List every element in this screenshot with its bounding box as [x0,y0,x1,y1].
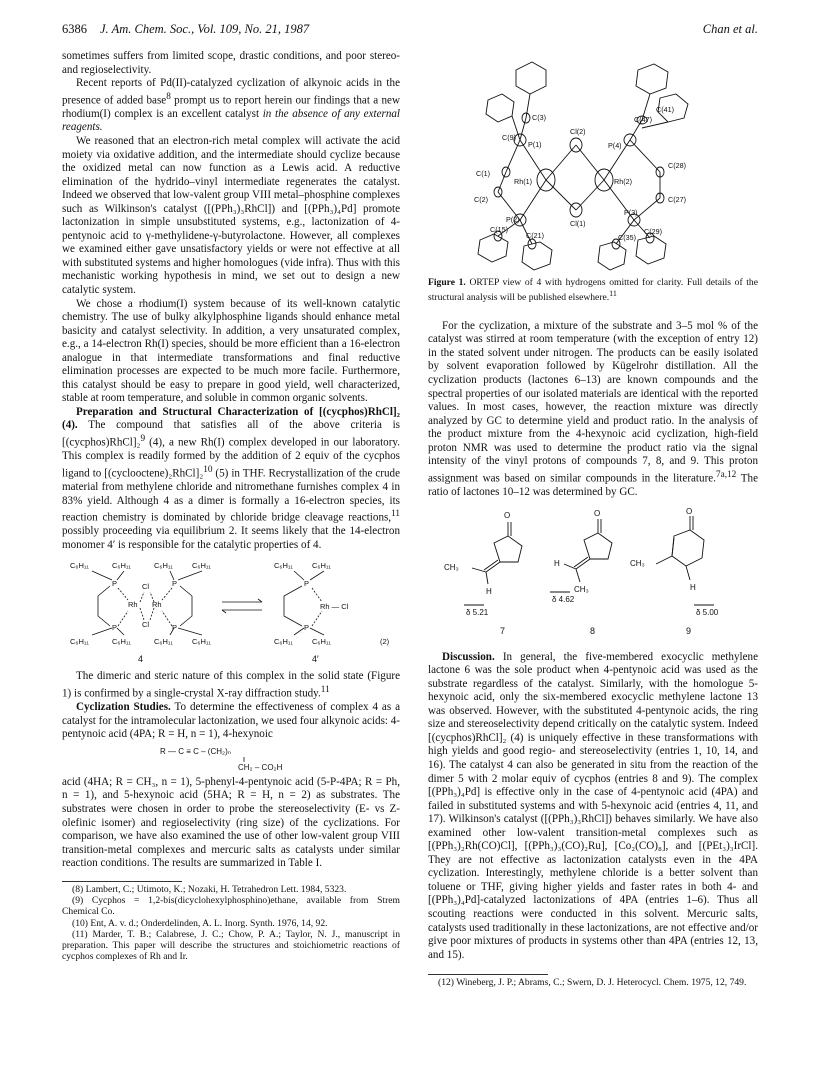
scheme-label: P [304,623,310,633]
scheme-label: C₆H₁₁ [70,637,89,647]
left-column [62,50,400,963]
atom-label: C(2) [474,195,488,204]
paragraph: acid (4HA; R = CH₃, n = 1), 5-phenyl-4-pentynoic acid (5-P-4PA; R = Ph, n = 1), and 5-hexynoic acid (5HA; R = H, n = 2) as substrates. The substrates were chosen in order to probe the stereoselectivity (E- vs Z-olefinic isomer) and regioselectivity (ring size) of the cyclizations. For comparison, we have also examined the use of other low-valent group VIII transition-metal complexes and mercuric salts as catalysts under similar reaction conditions. The results are summarized in Table I. [62,775,400,870]
atom-label: O [594,508,601,518]
atom-label: P(3) [624,208,638,217]
scheme-label: P [172,579,178,589]
right-column [428,50,758,988]
section-heading: Preparation and Structural Characterization of [(cycphos)RhCl]₂ (4). [62,405,400,432]
shift-label: δ 5.00 [696,607,719,617]
scheme-label: Rh [152,600,162,610]
compound-label: 4 [138,654,144,665]
journal-citation: J. Am. Chem. Soc., Vol. 109, No. 21, 1987 [100,22,310,36]
atom-label: Rh(1) [514,177,532,186]
scheme-label: C₆H₁₁ [154,637,173,647]
atom-label: C(35) [618,233,636,242]
compound-label: 7 [500,625,506,636]
paragraph: The dimeric and steric nature of this complex in the solid state (Figure 1) is confirmed by a single-crystal X-ray diffraction study.$^{11}$ [62,670,400,700]
group-label: CH₃ [630,558,645,568]
scheme-label: C₆H₁₁ [274,637,293,647]
paragraph: For the cyclization, a mixture of the substrate and 3–5 mol % of the catalyst was stirred at room temperature (with the exception of entry 12) in the stated solvent under nitrogen. The products can be easily isolated by solvent evaporation followed by Kügelrohr distillation. All the cyclization products (lactones 6–13) are known compounds and the spectral properties of our isolated materials are identical with the reported values. In most cases, however, the reaction mixture was directly analyzed by GC to determine yield and product ratio. In the analysis of the product mixture from the 4-hexynoic acid cyclization, high-field proton NMR was used to determine the product ratio via the signal intensity of the vinyl protons of compounds 7, 8, and 9. This proton assignment was based on similar compounds in the literature.$^{7a,12}$ The ratio of lactones 10–12 was determined by GC. [428,319,758,499]
footnote: (10) Ent, A. v. d.; Onderdelinden, A. L. Inorg. Synth. 1976, 14, 92. [72,917,328,929]
scheme-label: C₆H₁₁ [112,561,131,571]
scheme-label: Rh — Cl [320,602,349,612]
paragraph: We reasoned that an electron-rich metal complex will activate the acid moiety via oxidative addition, and the intermediate should cyclize because the oxidized metal can now function as a Lewis acid. A reductive elimination of the hydrido–vinyl intermediate regenerates the catalyst. Indeed we observed that low-valent group VIII metal–phosphine complexes such as Wilkinson's catalyst ([(PPh₃)₃RhCl]) and [(PPh₃)₄Pd] promote lactonization in simple unsubstituted systems, e.g., lactonization of 4-pentynoic acid to γ-methylidene-γ-butyrolactone. However, all complexes we examined either gave unsatisfactory yields or were not effective at all with substituted systems and higher homologues (vide infra). Thus with this mechanistic working hypothesis in mind, we set out to design a new catalytic system. [62,134,400,296]
atom-label: C(9) [502,133,516,142]
paragraph: Preparation and Structural Characterization of [(cycphos)RhCl]₂ (4). The compound that satisfies all of the above criteria is [(cycphos)RhCl]₂$^9$ (4), a new Rh(I) complex developed in our laboratory. This complex is readily formed by the addition of 2 equiv of the cycphos ligand to [(cyclooctene)₂RhCl]₂$^{10}$ (5) in THF. Recrystallization of the crude material from methylene chloride and nitromethane furnishes complex 4 in 83% yield. Although 4 as a dimer is formally a 16-electron species, its reaction chemistry is dominated by chloride bridge cleavage reactions,$^{11}$ possibly proceeding via equilibrium 2. It seems likely that the 14-electron monomer 4′ is responsible for the catalytic properties of 4. [62,405,400,551]
paragraph: Discussion. In general, the five-membered exocyclic methylene lactone 6 was the sole product when 4-pentynoic acid was used as the substrate regardless of the catalyst. Similarly, with the homologue 5-hexynoic acid, only the six-membered exocyclic methylene lactone 13 was observed. However, with the substituted 4-pentynoic acids, the ring size and stereoselectivity depend critically on the catalytic system. Indeed [(cycphos)RhCl]₂ (4) is uniquely effective in these transformations with high yields and good regio- and stereoselectivity (entries 1, 10, 14, and 16). The catalyst 4 can also be generated in situ from the reaction of the dimer 5 with 2 molar equiv of cycphos (entries 8 and 9). The complex [(PPh₃)₄Pd] is effective only in the case of 4-pentynoic acid (4PA) and failed in substituted systems and with 5-hexynoic acid (entries 4, 11, and 17). Wilkinson's catalyst ([(PPh₃)₃RhCl]) behaves similarly. We have also examined other low-valent transition-metal complexes such as [(PPh₃)₂Rh(CO)Cl], [(PPh₃)₃(CO)₂Ru], [Co₂(CO)₈], and [(PEt₃)₃IrCl]. They are not effective as lactonization catalysts even in the 4PA cyclization. Interestingly, methylene chloride is a better solvent than toluene or THF, giving higher yields and faster rates in both 4- and [(PPh₃)₄Pd]-catalyzed lactonizations of 4PA (entries 1–6). Thus all scouting reactions were conducted in this solvent. Mercuric salts, catalysts used traditionally in these lactonizations, are not effective and/or give poor mixtures of products in systems other than 4PA (entries 12, 13, and 15). [428,650,758,961]
scheme-label: C₆H₁₁ [192,561,211,571]
atom-label: P(2) [506,215,520,224]
atom-label: O [504,510,511,520]
atom-label: C(27) [668,195,686,204]
compound-label: 8 [590,625,596,636]
ortep-figure [428,50,758,275]
group-label: H [486,586,492,596]
scheme-label: P [172,623,178,633]
paragraph: sometimes suffers from limited scope, drastic conditions, and poor stereo- and regioselectivity. [62,50,400,76]
shift-label: δ 4.62 [552,594,575,604]
scheme-label: C₆H₁₁ [112,637,131,647]
scheme-label: C₆H₁₁ [70,561,89,571]
running-header [62,22,758,40]
footnotes [62,881,400,963]
atom-label: C(15) [490,225,508,234]
footnote: (11) Marder, T. B.; Calabrese, J. C.; Chow, P. A.; Taylor, N. J., manuscript in preparation. This paper will describe the structures and stoichiometric reactions of cycphos complexes of Rh and Ir. [62,928,400,963]
atom-label: Cl(2) [570,127,586,136]
scheme-label: P [112,623,118,633]
footnote: (9) Cycphos = 1,2-bis(dicyclohexylphosphino)ethane, available from Strem Chemical Co. [62,894,400,918]
figure-caption: Figure 1. ORTEP view of 4 with hydrogens omitted for clarity. Full details of the structural analysis will be published elsewhere.$^{11}$ [428,277,758,304]
scheme-label: Rh [128,600,138,610]
general-formula [62,742,400,776]
atom-label: C(3) [532,113,546,122]
equilibrium-scheme [62,558,400,668]
section-heading: Cyclization Studies. [76,701,171,714]
scheme-label: C₆H₁₁ [154,561,173,571]
group-label: H [554,558,560,568]
page-number: 6386 [62,22,87,36]
formula-bottom: CH₂ – CO₂H [238,762,283,772]
atom-label: C(41) [656,105,674,114]
scheme-label: Cl [142,620,150,630]
lactone-structures [428,508,758,643]
running-authors: Chan et al. [702,22,758,36]
paragraph: We chose a rhodium(I) system because of its well-known catalytic chemistry. The use of bulky alkylphosphine ligands should enhance metal basicity and catalyst selectivity. In addition, a very unsaturated complex, e.g., a 14-electron Rh(I) species, should be more efficient than a 16-electron analogue in that intermediate transformations and final reductive elimination processes are expected to be much more facile. Furthermore, this catalyst should be easy to prepare in good yield, well characterized, stable at room temperature, and soluble in common organic solvents. [62,297,400,405]
section-heading: Discussion. [442,650,495,663]
group-label: H [690,582,696,592]
atom-label: C(28) [668,161,686,170]
atom-label: C(21) [526,231,544,240]
atom-label: O [686,507,693,516]
atom-label: Rh(2) [614,177,632,186]
shift-label: δ 5.21 [466,607,489,617]
footnote: (12) Wineberg, J. P.; Abrams, C.; Swern, D. J. Heterocycl. Chem. 1975, 12, 749. [438,977,747,989]
scheme-label: C₆H₁₁ [274,561,293,571]
scheme-label: C₆H₁₁ [192,637,211,647]
group-label: CH₃ [444,562,459,572]
compound-label: 9 [686,625,692,636]
footnote-rule [62,881,182,882]
footnotes [428,974,758,988]
paragraph: Recent reports of Pd(II)-catalyzed cyclization of alkynoic acids in the presence of added base$^8$ prompt us to report herein our findings that a new rhodium(I) complex is an excellent catalyst in the absence of any external reagents. [62,77,400,134]
equation-number: (2) [380,637,390,647]
group-label: CH₃ [574,584,589,594]
footnote: (8) Lambert, C.; Utimoto, K.; Nozaki, H. Tetrahedron Lett. 1984, 5323. [72,883,347,895]
scheme-label: Cl [142,582,150,592]
paragraph: Cyclization Studies. To determine the effectiveness of complex 4 as a catalyst for the intramolecular lactonization, we used four alkynoic acids: 4-pentynoic acid (4PA; R = H, n = 1), 4-hexynoic [62,701,400,741]
atom-label: C(47) [634,115,652,124]
atom-label: P(1) [528,140,542,149]
formula-top: R — C ≡ C – (CH₂)ₙ [160,746,231,756]
scheme-label: C₆H₁₁ [312,637,331,647]
atom-label: Cl(1) [570,219,586,228]
atom-label: P(4) [608,141,622,150]
scheme-label: P [304,579,310,589]
atom-label: C(29) [644,227,662,236]
scheme-label: C₆H₁₁ [312,561,331,571]
compound-label: 4′ [312,654,319,665]
atom-label: C(1) [476,169,490,178]
footnote-rule [428,974,548,975]
scheme-label: P [112,579,118,589]
